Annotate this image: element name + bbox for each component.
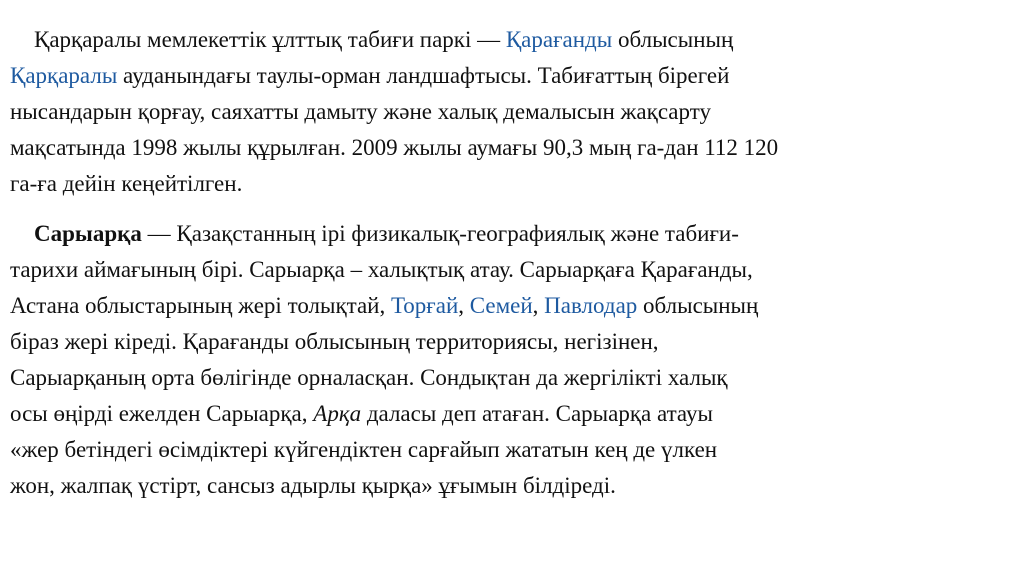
- link-semei[interactable]: Семей: [469, 293, 533, 318]
- paragraph-line: жон, жалпақ үстірт, сансыз адырлы қырқа» ұғымын білдіреді.: [10, 473, 616, 498]
- paragraph-line: [10, 396, 713, 432]
- text-span: даласы деп атаған. Сарыарқа атауы: [361, 401, 713, 426]
- paragraph-line: [10, 288, 758, 324]
- text-span: Қарқаралы мемлекеттік ұлттық табиғи паркі —: [34, 27, 506, 52]
- text-span: Астана облыстарының жері толықтай,: [10, 293, 391, 318]
- text-span: осы өңірді ежелден Сарыарқа,: [10, 401, 314, 426]
- text-span: ауданындағы таулы-орман ландшафтысы. Табиғаттың бірегей: [117, 63, 730, 88]
- paragraph-line: нысандарын қорғау, саяхатты дамыту және халық демалысын жақсарту: [10, 99, 711, 124]
- link-karagandy[interactable]: Қарағанды: [505, 27, 613, 52]
- paragraph-line: [10, 58, 729, 94]
- text-span: облысының: [637, 293, 759, 318]
- term-arka: Арқа: [313, 401, 362, 426]
- paragraph-line: біраз жері кіреді. Қарағанды облысының территориясы, негізінен,: [10, 329, 659, 354]
- paragraph-line: «жер бетіндегі өсімдіктері күйгендіктен сарғайып жататын кең де үлкен: [10, 437, 718, 462]
- paragraph-line: тарихи аймағының бірі. Сарыарқа – халықтық атау. Сарыарқаға Қарағанды,: [10, 257, 753, 282]
- term-saryarka: Сарыарқа: [34, 221, 142, 246]
- paragraph-line: Сарыарқаның орта бөлігінде орналасқан. Сондықтан да жергілікті халық: [10, 365, 728, 390]
- paragraph-line: га-ға дейін кеңейтілген.: [10, 171, 243, 196]
- text-span: — Қазақстанның ірі физикалық-географиялық және табиғи-: [141, 221, 739, 246]
- link-karkaraly[interactable]: Қарқаралы: [10, 63, 118, 88]
- link-pavlodar[interactable]: Павлодар: [544, 293, 638, 318]
- link-torgai[interactable]: Торғай: [390, 293, 459, 318]
- text-span: облысының: [612, 27, 734, 52]
- text-span: ,: [532, 293, 545, 318]
- paragraph-line: [34, 22, 733, 58]
- paragraph-line: мақсатында 1998 жылы құрылған. 2009 жылы аумағы 90,3 мың га-дан 112 120: [10, 135, 779, 160]
- paragraph-line: [34, 216, 739, 252]
- text-span: ,: [458, 293, 470, 318]
